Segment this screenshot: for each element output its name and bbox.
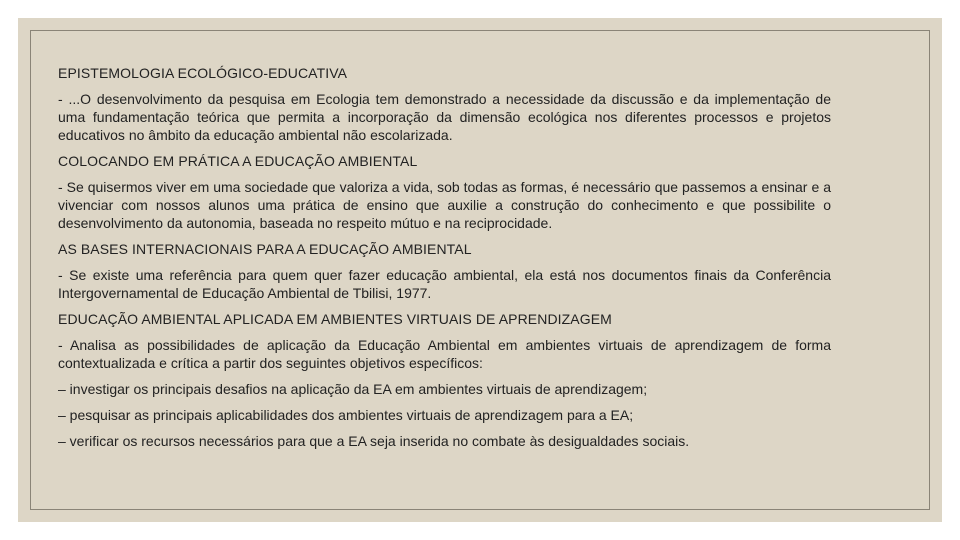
section-heading-ambientes-virtuais: EDUCAÇÃO AMBIENTAL APLICADA EM AMBIENTES VIRTUAIS DE APRENDIZAGEM [58, 311, 612, 327]
slide-background [18, 18, 942, 522]
section-heading-bases-internacionais: AS BASES INTERNACIONAIS PARA A EDUCAÇÃO AMBIENTAL [58, 241, 472, 257]
objective-item: – investigar os principais desafios na aplicação da EA em ambientes virtuais de aprendizagem; [58, 381, 648, 397]
section-body-ambientes-virtuais: - Analisa as possibilidades de aplicação da Educação Ambiental em ambientes virtuais de aprendizagem de forma contextualizada e crítica a partir dos seguintes objetivos específicos: [58, 337, 831, 371]
section-heading-epistemologia: EPISTEMOLOGIA ECOLÓGICO-EDUCATIVA [58, 65, 348, 81]
section-heading-colocando-em-pratica: COLOCANDO EM PRÁTICA A EDUCAÇÃO AMBIENTAL [58, 153, 418, 169]
objective-item: – pesquisar as principais aplicabilidades dos ambientes virtuais de aprendizagem para a EA; [58, 407, 634, 423]
section-body-epistemologia: - ...O desenvolvimento da pesquisa em Ecologia tem demonstrado a necessidade da discussão e da implementação de uma fundamentação teórica que permita a incorporação da dimensão ecológica nos diferentes processos e projetos educativos no âmbito da educação ambiental não escolarizada. [58, 91, 831, 143]
objective-item: – verificar os recursos necessários para que a EA seja inserida no combate às desigualdades sociais. [58, 433, 690, 449]
slide-content [58, 64, 831, 458]
section-body-bases-internacionais: - Se existe uma referência para quem quer fazer educação ambiental, ela está nos documentos finais da Conferência Intergovernamental de Educação Ambiental de Tbilisi, 1977. [58, 267, 831, 301]
section-body-colocando-em-pratica: - Se quisermos viver em uma sociedade que valoriza a vida, sob todas as formas, é necessário que passemos a ensinar e a vivenciar com nossos alunos uma prática de ensino que auxilie a construção do conhecimento e que possibilite o desenvolvimento da autonomia, baseada no respeito mútuo e na reciprocidade. [58, 179, 831, 231]
